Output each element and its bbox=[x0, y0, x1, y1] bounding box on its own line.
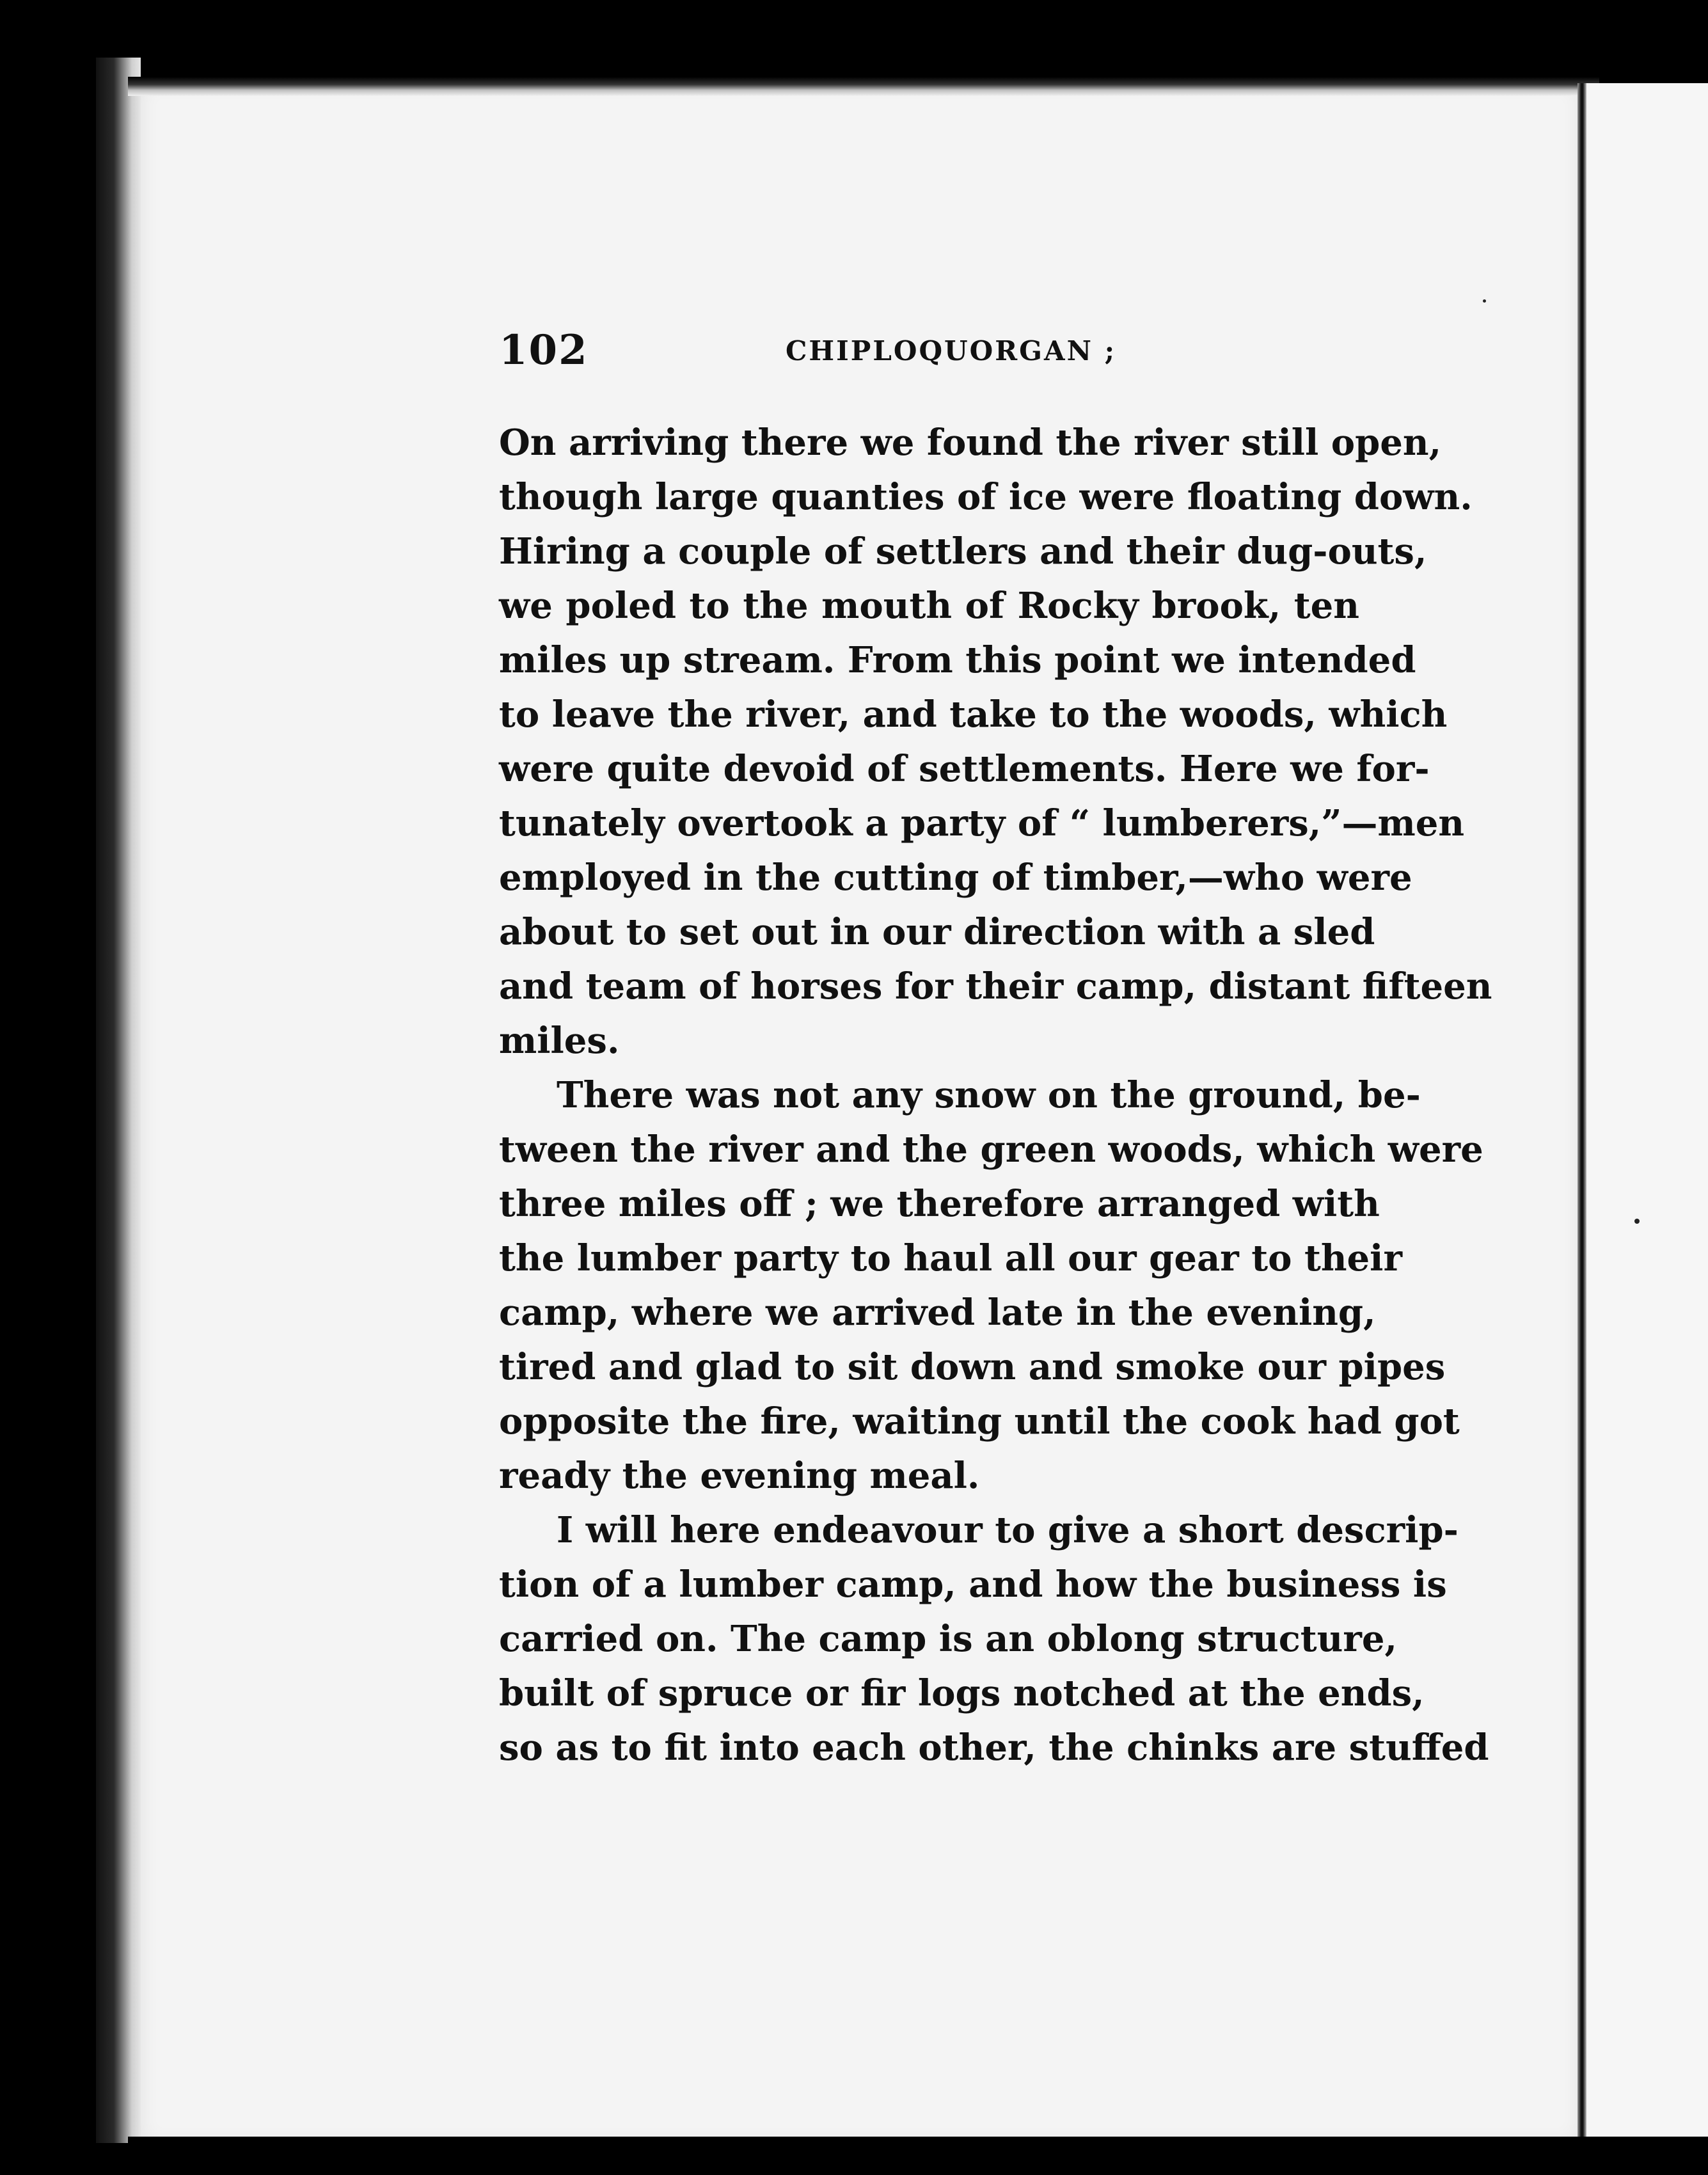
text-line: built of spruce or fir logs notched at the ends, bbox=[499, 1672, 1425, 1714]
text-line: camp, where we arrived late in the evening, bbox=[499, 1292, 1376, 1334]
text-line: so as to fit into each other, the chinks are stuffed bbox=[499, 1727, 1489, 1769]
text-line: the lumber party to haul all our gear to their bbox=[499, 1237, 1402, 1279]
text-line: tunately overtook a party of “ lumberers,”—men bbox=[499, 802, 1465, 844]
text-line: On arriving there we found the river still open, bbox=[499, 422, 1442, 464]
text-line: I will here endeavour to give a short descrip- bbox=[557, 1509, 1459, 1551]
text-line: and team of horses for their camp, distant fifteen bbox=[499, 965, 1492, 1008]
book-gutter bbox=[1578, 83, 1586, 2143]
ink-speck bbox=[1634, 1219, 1640, 1224]
scan-bottom-margin bbox=[128, 2137, 1708, 2175]
ink-speck bbox=[1483, 299, 1486, 303]
text-line: ready the evening meal. bbox=[499, 1455, 980, 1497]
text-line: though large quanties of ice were floating down. bbox=[499, 476, 1473, 518]
text-line: about to set out in our direction with a sled bbox=[499, 911, 1375, 953]
page-number: 102 bbox=[499, 326, 589, 374]
text-line: Hiring a couple of settlers and their dug-outs, bbox=[499, 530, 1427, 573]
text-line: employed in the cutting of timber,—who were bbox=[499, 857, 1412, 899]
text-line: three miles off ; we therefore arranged with bbox=[499, 1183, 1380, 1225]
text-line: were quite devoid of settlements. Here we for- bbox=[499, 748, 1430, 790]
book-top-edge bbox=[128, 77, 1599, 96]
running-title: CHIPLOQUORGAN ; bbox=[786, 335, 1117, 367]
running-head bbox=[499, 326, 1459, 377]
text-line: miles. bbox=[499, 1020, 620, 1062]
text-line: we poled to the mouth of Rocky brook, ten bbox=[499, 585, 1359, 627]
text-line: tired and glad to sit down and smoke our pipes bbox=[499, 1346, 1446, 1388]
paragraph bbox=[499, 416, 1492, 1068]
text-line: tion of a lumber camp, and how the business is bbox=[499, 1563, 1447, 1606]
text-line: tween the river and the green woods, which were bbox=[499, 1128, 1483, 1171]
text-line: miles up stream. From this point we intended bbox=[499, 639, 1416, 681]
paragraph bbox=[499, 1503, 1489, 1775]
book-left-edge bbox=[96, 58, 141, 2143]
body-text bbox=[499, 416, 1492, 1775]
text-line: There was not any snow on the ground, be- bbox=[557, 1074, 1421, 1116]
text-line: carried on. The camp is an oblong structure, bbox=[499, 1618, 1398, 1660]
text-line: opposite the fire, waiting until the cook had got bbox=[499, 1400, 1460, 1443]
paragraph bbox=[499, 1068, 1483, 1503]
text-line: to leave the river, and take to the woods, which bbox=[499, 693, 1448, 736]
facing-page-edge bbox=[1586, 83, 1708, 2143]
